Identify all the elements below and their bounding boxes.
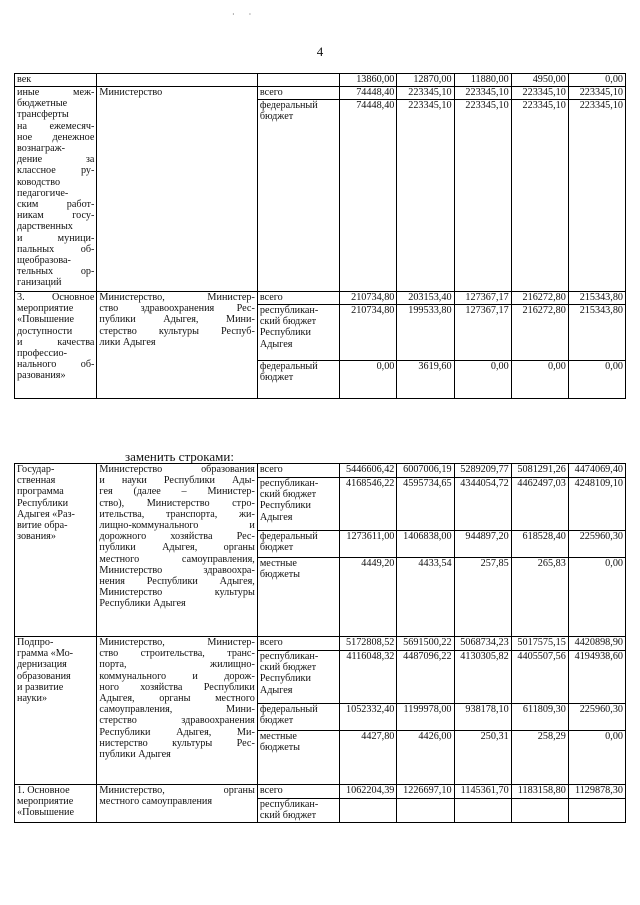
value-cell: 4248109,10 (568, 478, 625, 531)
value-cell: 6007006,19 (397, 464, 454, 478)
value-cell: 225960,30 (568, 531, 625, 558)
value-cell: 223345,10 (568, 100, 625, 292)
value-cell: 1226697,10 (397, 785, 454, 799)
table-row (15, 637, 626, 651)
value-cell: 4474069,40 (568, 464, 625, 478)
value-cell: 223345,10 (511, 100, 568, 292)
budget-table-top (14, 73, 626, 399)
value-cell: 4426,00 (397, 731, 454, 785)
source-cell (257, 74, 339, 87)
value-cell: 13860,00 (340, 74, 397, 87)
source-cell: республикан-ский бюджет Республики Адыгея (257, 305, 339, 361)
value-cell: 4950,00 (511, 74, 568, 87)
value-cell: 5289209,77 (454, 464, 511, 478)
source-cell: федеральный бюджет (257, 361, 339, 399)
value-cell (340, 799, 397, 823)
value-cell: 1406838,00 (397, 531, 454, 558)
value-cell: 4405507,56 (511, 651, 568, 704)
executor-cell: Министерство, Министер- ство строительства, транс- порта, жилищно- коммунального и дорож- ного хозяйства Республики Адыгея, органы местного самоуправления, Мини- стерство здравоохранения Республики Адыгея, Ми- нистерство культуры Рес- публики Адыгея (97, 637, 257, 785)
executor-cell (97, 74, 257, 87)
row-name-cell: иные меж- бюджетные трансферты на ежемесяч- ное денежное вознаграж- дение за классное ру- ководство педагогиче- ским работ- никам госу- дарственных и муници- пальных об- щеобразова- тельных ор- ганизаций (15, 87, 97, 292)
value-cell: 4344054,72 (454, 478, 511, 531)
value-cell: 5446606,42 (340, 464, 397, 478)
value-cell: 0,00 (568, 74, 625, 87)
value-cell: 1199978,00 (397, 704, 454, 731)
executor-cell: Министерство (97, 87, 257, 292)
scan-specks: · · (232, 10, 258, 19)
value-cell: 3619,60 (397, 361, 454, 399)
value-cell (454, 799, 511, 823)
value-cell: 0,00 (340, 361, 397, 399)
source-cell: всего (257, 785, 339, 799)
value-cell: 4449,20 (340, 558, 397, 637)
source-cell: федеральный бюджет (257, 531, 339, 558)
value-cell: 223345,10 (511, 87, 568, 100)
source-cell: всего (257, 464, 339, 478)
table-row (15, 87, 626, 100)
value-cell: 611809,30 (511, 704, 568, 731)
executor-cell: Министерство, Министер- ство здравоохранения Рес- публики Адыгея, Мини- стерство культуры Респуб- лики Адыгея (97, 292, 257, 399)
value-cell: 4168546,22 (340, 478, 397, 531)
value-cell: 11880,00 (454, 74, 511, 87)
value-cell: 265,83 (511, 558, 568, 637)
value-cell: 203153,40 (397, 292, 454, 305)
value-cell: 258,29 (511, 731, 568, 785)
row-name-cell: Государ- ственная программа Республики Адыгея «Раз- витие обра- зования» (15, 464, 97, 637)
budget-table-bottom (14, 463, 626, 823)
value-cell: 4433,54 (397, 558, 454, 637)
source-cell: республикан-ский бюджет Республики Адыгея (257, 478, 339, 531)
row-name-cell: Подпро- грамма «Мо- дернизация образования и развитие науки» (15, 637, 97, 785)
table-row (15, 464, 626, 478)
source-cell: республикан-ский бюджет (257, 799, 339, 823)
table-row (15, 785, 626, 799)
value-cell: 1052332,40 (340, 704, 397, 731)
value-cell: 223345,10 (397, 87, 454, 100)
value-cell: 12870,00 (397, 74, 454, 87)
value-cell: 223345,10 (454, 87, 511, 100)
value-cell: 0,00 (568, 361, 625, 399)
value-cell: 618528,40 (511, 531, 568, 558)
value-cell: 4427,80 (340, 731, 397, 785)
executor-cell: Министерство образования и науки Республики Ады- гея (далее – Министер- ство), Министерство стро- ительства, транспорта, жи- лищно-коммунального и дорожного хозяйства Рес- публики Адыгея, органы местного самоуправления, Министерство здравоохра- нения Республики Адыгея, Министерство культуры Республики Адыгея (97, 464, 257, 637)
row-name-cell: век (15, 74, 97, 87)
value-cell: 0,00 (511, 361, 568, 399)
source-cell: всего (257, 637, 339, 651)
value-cell: 1183158,80 (511, 785, 568, 799)
value-cell: 5691500,22 (397, 637, 454, 651)
value-cell: 257,85 (454, 558, 511, 637)
replace-heading: заменить строками: (125, 449, 234, 464)
value-cell: 1273611,00 (340, 531, 397, 558)
value-cell: 223345,10 (397, 100, 454, 292)
row-name-cell: 1. Основное мероприятие «Повышение (15, 785, 97, 823)
value-cell: 5017575,15 (511, 637, 568, 651)
value-cell (511, 799, 568, 823)
value-cell: 74448,40 (340, 100, 397, 292)
executor-cell: Министерство, органы местного самоуправления (97, 785, 257, 823)
value-cell: 210734,80 (340, 292, 397, 305)
value-cell: 0,00 (454, 361, 511, 399)
value-cell: 216272,80 (511, 305, 568, 361)
value-cell: 4462497,03 (511, 478, 568, 531)
value-cell: 1145361,70 (454, 785, 511, 799)
value-cell: 250,31 (454, 731, 511, 785)
value-cell: 210734,80 (340, 305, 397, 361)
value-cell: 215343,80 (568, 292, 625, 305)
source-cell: местные бюджеты (257, 731, 339, 785)
table-row (15, 74, 626, 87)
value-cell: 215343,80 (568, 305, 625, 361)
value-cell: 4595734,65 (397, 478, 454, 531)
source-cell: всего (257, 292, 339, 305)
value-cell: 4194938,60 (568, 651, 625, 704)
value-cell: 5081291,26 (511, 464, 568, 478)
value-cell: 4420898,90 (568, 637, 625, 651)
value-cell: 938178,10 (454, 704, 511, 731)
value-cell: 199533,80 (397, 305, 454, 361)
value-cell: 5068734,23 (454, 637, 511, 651)
value-cell: 1129878,30 (568, 785, 625, 799)
value-cell: 944897,20 (454, 531, 511, 558)
value-cell: 4130305,82 (454, 651, 511, 704)
value-cell: 5172808,52 (340, 637, 397, 651)
row-name-cell: 3. Основное мероприятие «Повышение доступности и качества профессио- нального об- разования» (15, 292, 97, 399)
source-cell: местные бюджеты (257, 558, 339, 637)
value-cell (397, 799, 454, 823)
source-cell: республикан-ский бюджет Республики Адыгея (257, 651, 339, 704)
source-cell: федеральный бюджет (257, 100, 339, 292)
value-cell (568, 799, 625, 823)
value-cell: 0,00 (568, 558, 625, 637)
table-row (15, 292, 626, 305)
value-cell: 127367,17 (454, 305, 511, 361)
value-cell: 223345,10 (454, 100, 511, 292)
page-number: 4 (316, 44, 324, 59)
value-cell: 216272,80 (511, 292, 568, 305)
value-cell: 4487096,22 (397, 651, 454, 704)
value-cell: 0,00 (568, 731, 625, 785)
source-cell: всего (257, 87, 339, 100)
value-cell: 127367,17 (454, 292, 511, 305)
value-cell: 4116048,32 (340, 651, 397, 704)
value-cell: 223345,10 (568, 87, 625, 100)
source-cell: федеральный бюджет (257, 704, 339, 731)
value-cell: 225960,30 (568, 704, 625, 731)
value-cell: 1062204,39 (340, 785, 397, 799)
value-cell: 74448,40 (340, 87, 397, 100)
